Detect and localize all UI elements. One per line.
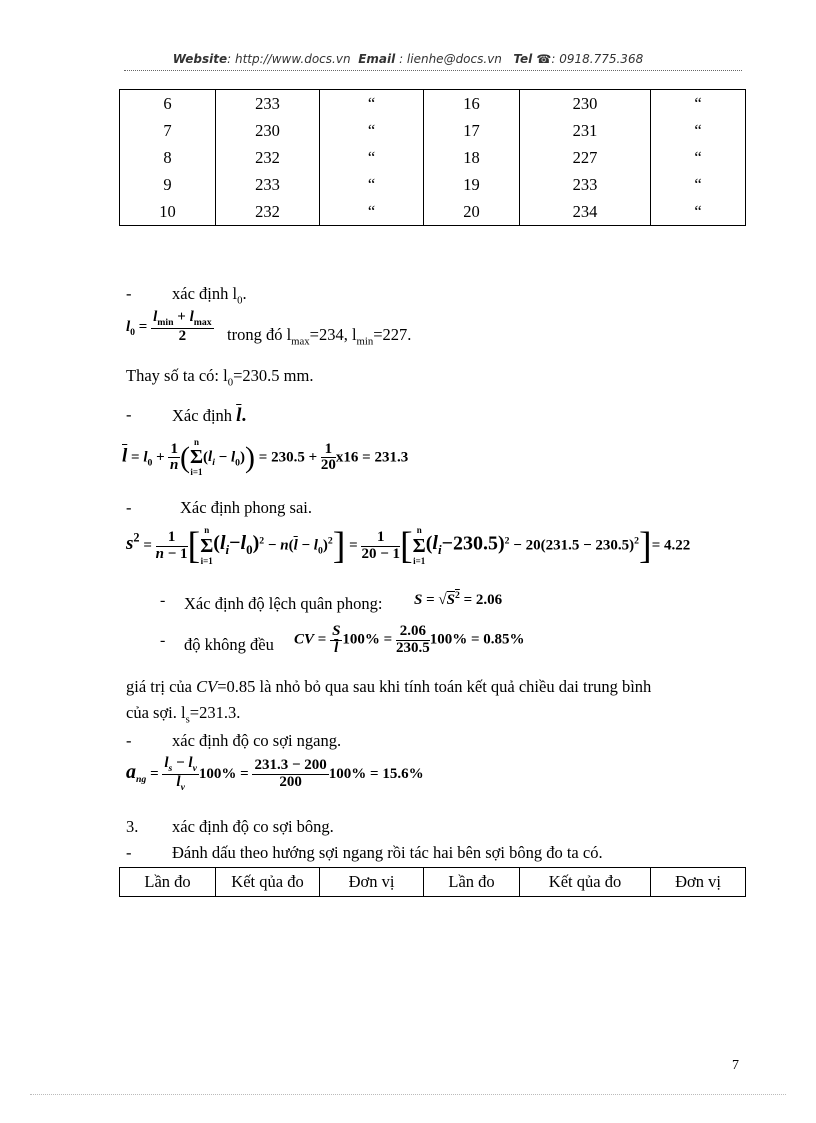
dash-marker: - [126, 284, 132, 303]
text: Thay số ta có: l [126, 366, 228, 385]
formula-value: = 4.22 [651, 537, 691, 554]
section-3-heading: xác định độ co sợi bông. [172, 817, 334, 836]
formula-value: 20 [320, 457, 336, 474]
table-cell: 9 [120, 171, 216, 198]
column-header: Kết qủa đo [216, 868, 320, 897]
step-marking-text: Đánh dấu theo hướng sợi ngang rồi tác hai bên sợi bông đo ta có. [172, 843, 603, 862]
formula-value: 200 [279, 774, 302, 791]
formula-value: 230.5 [395, 639, 430, 656]
cotton-measurement-table [119, 867, 746, 897]
table-cell: 230 [520, 90, 651, 118]
formula-value: 20(231.5 − 230.5) [525, 537, 635, 554]
dash-marker: - [126, 498, 132, 517]
step-std-heading: Xác định độ lệch quân phong: [184, 594, 383, 613]
substitute-line [126, 366, 313, 388]
table-cell: 17 [424, 117, 520, 144]
formula-value: 100% = 15.6% [328, 766, 424, 783]
text: của sợi. l [126, 703, 186, 722]
column-header: Đơn vị [320, 868, 424, 897]
table-cell: “ [651, 90, 746, 118]
table-cell: 232 [216, 144, 320, 171]
footer-divider [30, 1094, 786, 1095]
column-header: Kết qủa đo [520, 868, 651, 897]
table-row [120, 144, 746, 171]
text: CV [196, 677, 218, 696]
table-cell: 6 [120, 90, 216, 118]
email-value[interactable]: : lienhe@docs.vn [399, 52, 502, 66]
dash-marker: - [126, 405, 132, 424]
table-cell: 232 [216, 198, 320, 226]
formula-value: 2.06 [396, 624, 430, 641]
table-cell: 231 [520, 117, 651, 144]
step-shrinkage-heading: xác định độ co sợi ngang. [172, 731, 342, 750]
lbar-symbol: $\overline{l}$. [236, 405, 247, 426]
table-cell: 227 [520, 144, 651, 171]
website-label: Website [172, 52, 228, 66]
table-cell: “ [320, 144, 424, 171]
column-header: Đơn vị [651, 868, 746, 897]
table-cell: 233 [216, 90, 320, 118]
formula-std: $S = √S^2 = 2.06$ [414, 590, 503, 608]
text: =231.3. [189, 703, 241, 722]
email-label: Email [358, 52, 396, 66]
section-3-number: 3. [126, 817, 139, 836]
text: =230.5 mm. [233, 366, 314, 385]
table-cell: 230 [216, 117, 320, 144]
formula-l0: $l_0$ = $\frac{l_{min} + l_{max}}{2}$ [126, 309, 212, 345]
step-l0-heading [172, 284, 247, 306]
tel-value: : 0918.775.368 [551, 52, 644, 66]
measurement-table [119, 89, 746, 226]
table-cell: 7 [120, 117, 216, 144]
table-cell: “ [320, 171, 424, 198]
text: =234, l [309, 325, 357, 344]
formula-variance: $s^2$ = $\frac{1}{n - 1}$ [ n Σ i=1 $(l_i-l_0)^2 - n(\overline{l} - l_0)^2$] = $\frac{1}{20 - 1}$ [ n Σ i=1 $(l_i-230.5)^2 - 20(231.5 - 230.5)^2]= 4.22$ [126, 525, 691, 567]
page-header [0, 52, 816, 66]
table-cell: 18 [424, 144, 520, 171]
text: giá trị của [126, 677, 192, 696]
formula-value: 230.5 [453, 532, 498, 555]
step-cv-heading: độ không đều [184, 635, 274, 654]
formula-value: x16 = 231.3 [335, 449, 409, 466]
column-header: Lần đo [424, 868, 520, 897]
text: =227. [373, 325, 412, 344]
formula-value: 230.5 + [271, 449, 318, 466]
text: =0.85 là nhỏ bỏ qua sau khi tính toán kết quả chiều dai trung bình [217, 677, 652, 696]
page-number: 7 [732, 1058, 739, 1073]
table-cell: “ [320, 117, 424, 144]
subscript: max [291, 335, 310, 348]
table-cell: 20 [424, 198, 520, 226]
table-cell: 8 [120, 144, 216, 171]
conclusion-line-2 [126, 703, 240, 725]
formula-value: 231.3 − 200 [254, 757, 327, 774]
dash-marker: - [126, 731, 132, 750]
table-cell: 233 [520, 171, 651, 198]
subscript: s [185, 713, 190, 726]
step-lbar-heading [172, 405, 246, 427]
table-row [120, 171, 746, 198]
table-cell: “ [651, 171, 746, 198]
step-text: Xác định [172, 406, 233, 425]
formula-value: 100% = 0.85% [429, 631, 525, 648]
formula-cv: CV = $\frac{S}{l}$ 100% = $\frac{2.06}{230.5}$ 100% = 0.85% [294, 623, 525, 656]
header-divider [124, 70, 742, 71]
formula-value: 1 [321, 442, 336, 459]
subscript: min [356, 335, 374, 348]
table-row [120, 198, 746, 226]
table-row [120, 117, 746, 144]
l0-where-text [227, 325, 411, 347]
step-variance-heading: Xác định phong sai. [180, 498, 312, 517]
table-cell: “ [320, 90, 424, 118]
step-text: . [242, 284, 247, 303]
table-cell: 234 [520, 198, 651, 226]
website-url[interactable]: : http://www.docs.vn [227, 52, 351, 66]
bullet-marker: - [160, 592, 166, 609]
table-cell: 10 [120, 198, 216, 226]
table-cell: “ [651, 117, 746, 144]
tel-label: Tel ☎ [513, 52, 552, 66]
subscript: 0 [237, 294, 243, 307]
formula-shrinkage: $a_{ng}$ = $\frac{l_s - l_v}{l_v}$ 100% = $\frac{231.3 - 200}{200}$ 100% = 15.6% [126, 755, 424, 794]
formula-lbar: $\overline{l} = l_0$ + $\frac{1}{n}$ ( n Σ i=1 $(l_i - l_0)) = 230.5$ + $\frac{1}{20}$ x16 = 231.3 [122, 437, 409, 478]
table-row [120, 90, 746, 118]
table-cell: “ [651, 144, 746, 171]
bullet-marker: - [160, 632, 166, 649]
table-cell: 233 [216, 171, 320, 198]
dash-marker: - [126, 843, 132, 862]
table-header-row [120, 868, 746, 897]
table-cell: 16 [424, 90, 520, 118]
subscript: 0 [227, 376, 234, 389]
conclusion-line-1 [126, 677, 651, 697]
column-header: Lần đo [120, 868, 216, 897]
table-cell: “ [651, 198, 746, 226]
formula-value: = 2.06 [463, 592, 503, 608]
table-cell: “ [320, 198, 424, 226]
table-cell: 19 [424, 171, 520, 198]
step-text: xác định l [172, 284, 238, 303]
text: trong đó l [227, 325, 292, 344]
